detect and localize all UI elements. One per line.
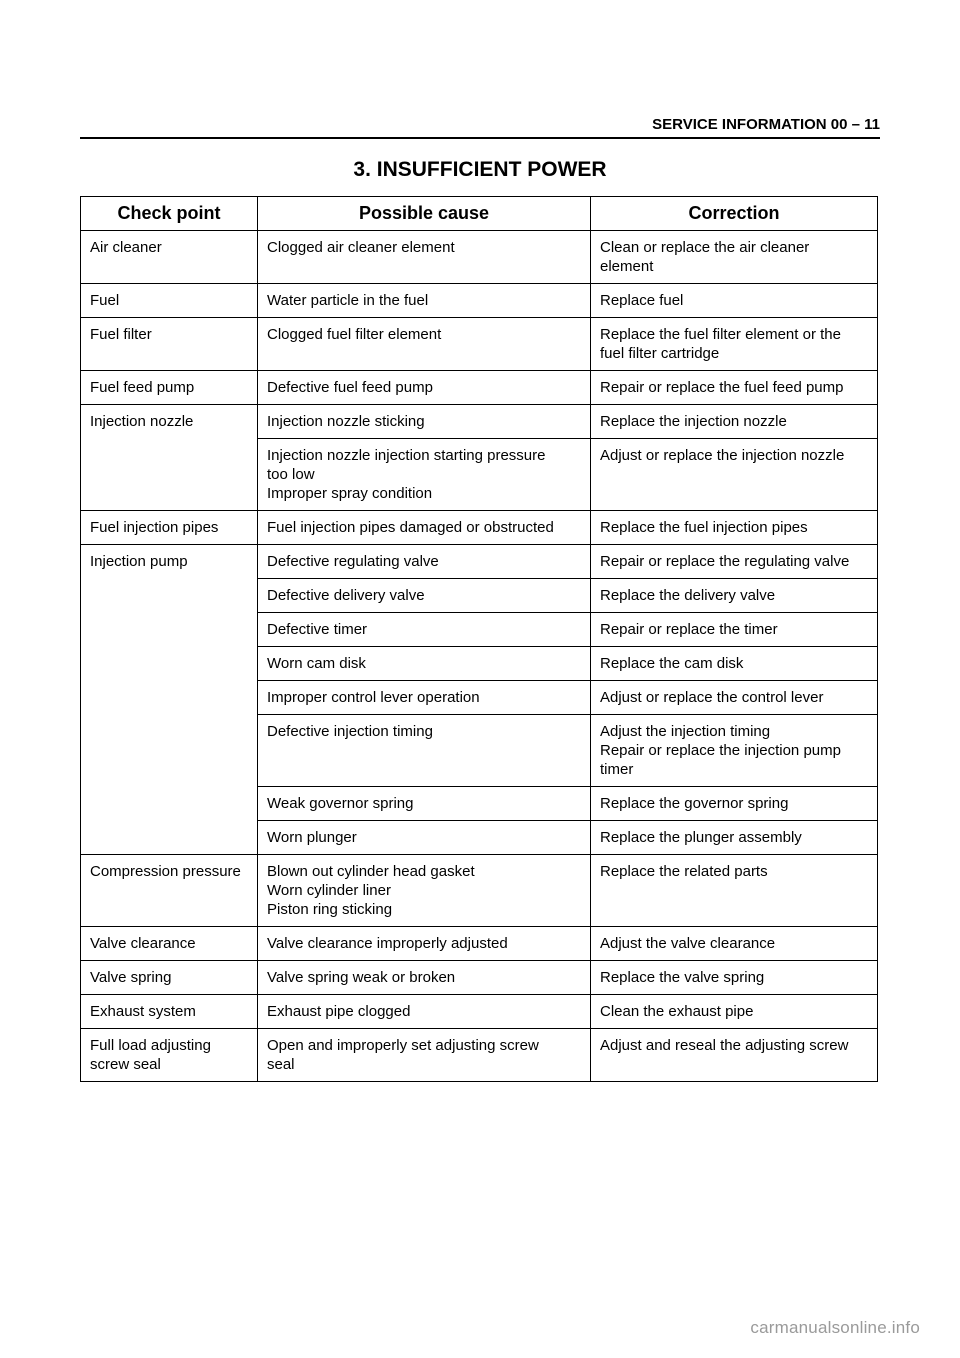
correction-cell: Replace the delivery valve	[591, 579, 878, 613]
check-point-cell: Fuel	[81, 284, 258, 318]
troubleshooting-table	[80, 196, 878, 1082]
check-point-cell: Valve spring	[81, 961, 258, 995]
correction-cell: Repair or replace the fuel feed pump	[591, 371, 878, 405]
possible-cause-cell: Improper control lever operation	[258, 681, 591, 715]
check-point-cell: Injection nozzle	[81, 405, 258, 511]
check-point-cell: Fuel feed pump	[81, 371, 258, 405]
table-row	[81, 231, 878, 284]
column-header-possible-cause: Possible cause	[258, 197, 591, 231]
possible-cause-cell: Defective regulating valve	[258, 545, 591, 579]
table-row	[81, 405, 878, 439]
possible-cause-cell: Blown out cylinder head gasket Worn cylinder liner Piston ring sticking	[258, 855, 591, 927]
check-point-cell: Air cleaner	[81, 231, 258, 284]
possible-cause-cell: Clogged fuel filter element	[258, 318, 591, 371]
correction-cell: Replace the governor spring	[591, 787, 878, 821]
page-header: SERVICE INFORMATION 00 – 11	[652, 116, 880, 133]
possible-cause-cell: Exhaust pipe clogged	[258, 995, 591, 1029]
correction-cell: Adjust and reseal the adjusting screw	[591, 1029, 878, 1082]
column-header-correction: Correction	[591, 197, 878, 231]
correction-cell: Repair or replace the regulating valve	[591, 545, 878, 579]
correction-cell: Replace the injection nozzle	[591, 405, 878, 439]
correction-cell: Replace the fuel injection pipes	[591, 511, 878, 545]
table-body	[81, 231, 878, 1082]
table-row	[81, 318, 878, 371]
check-point-cell: Full load adjusting screw seal	[81, 1029, 258, 1082]
possible-cause-cell: Injection nozzle sticking	[258, 405, 591, 439]
possible-cause-cell: Defective injection timing	[258, 715, 591, 787]
check-point-cell: Fuel injection pipes	[81, 511, 258, 545]
possible-cause-cell: Defective timer	[258, 613, 591, 647]
check-point-cell: Valve clearance	[81, 927, 258, 961]
header-rule	[80, 137, 880, 139]
correction-cell: Replace fuel	[591, 284, 878, 318]
possible-cause-cell: Valve spring weak or broken	[258, 961, 591, 995]
table-row	[81, 1029, 878, 1082]
correction-cell: Replace the cam disk	[591, 647, 878, 681]
correction-cell: Replace the fuel filter element or the fuel filter cartridge	[591, 318, 878, 371]
correction-cell: Adjust the valve clearance	[591, 927, 878, 961]
check-point-cell: Exhaust system	[81, 995, 258, 1029]
table-row	[81, 284, 878, 318]
possible-cause-cell: Defective fuel feed pump	[258, 371, 591, 405]
correction-cell: Adjust the injection timing Repair or replace the injection pump timer	[591, 715, 878, 787]
correction-cell: Repair or replace the timer	[591, 613, 878, 647]
table-row	[81, 511, 878, 545]
possible-cause-cell: Worn cam disk	[258, 647, 591, 681]
column-header-check-point: Check point	[81, 197, 258, 231]
possible-cause-cell: Defective delivery valve	[258, 579, 591, 613]
possible-cause-cell: Valve clearance improperly adjusted	[258, 927, 591, 961]
possible-cause-cell: Water particle in the fuel	[258, 284, 591, 318]
check-point-cell: Compression pressure	[81, 855, 258, 927]
correction-cell: Replace the valve spring	[591, 961, 878, 995]
possible-cause-cell: Worn plunger	[258, 821, 591, 855]
table-header-row	[81, 197, 878, 231]
table-row	[81, 545, 878, 579]
watermark: carmanualsonline.info	[750, 1318, 920, 1337]
possible-cause-cell: Injection nozzle injection starting pressure too low Improper spray condition	[258, 439, 591, 511]
correction-cell: Adjust or replace the injection nozzle	[591, 439, 878, 511]
table-row	[81, 961, 878, 995]
correction-cell: Clean or replace the air cleaner element	[591, 231, 878, 284]
correction-cell: Replace the related parts	[591, 855, 878, 927]
check-point-cell: Fuel filter	[81, 318, 258, 371]
possible-cause-cell: Weak governor spring	[258, 787, 591, 821]
check-point-cell: Injection pump	[81, 545, 258, 855]
table-row	[81, 927, 878, 961]
correction-cell: Adjust or replace the control lever	[591, 681, 878, 715]
correction-cell: Clean the exhaust pipe	[591, 995, 878, 1029]
possible-cause-cell: Fuel injection pipes damaged or obstructed	[258, 511, 591, 545]
table-row	[81, 995, 878, 1029]
page-title: 3. INSUFFICIENT POWER	[353, 158, 607, 181]
possible-cause-cell: Open and improperly set adjusting screw seal	[258, 1029, 591, 1082]
possible-cause-cell: Clogged air cleaner element	[258, 231, 591, 284]
table-row	[81, 371, 878, 405]
correction-cell: Replace the plunger assembly	[591, 821, 878, 855]
table-row	[81, 855, 878, 927]
